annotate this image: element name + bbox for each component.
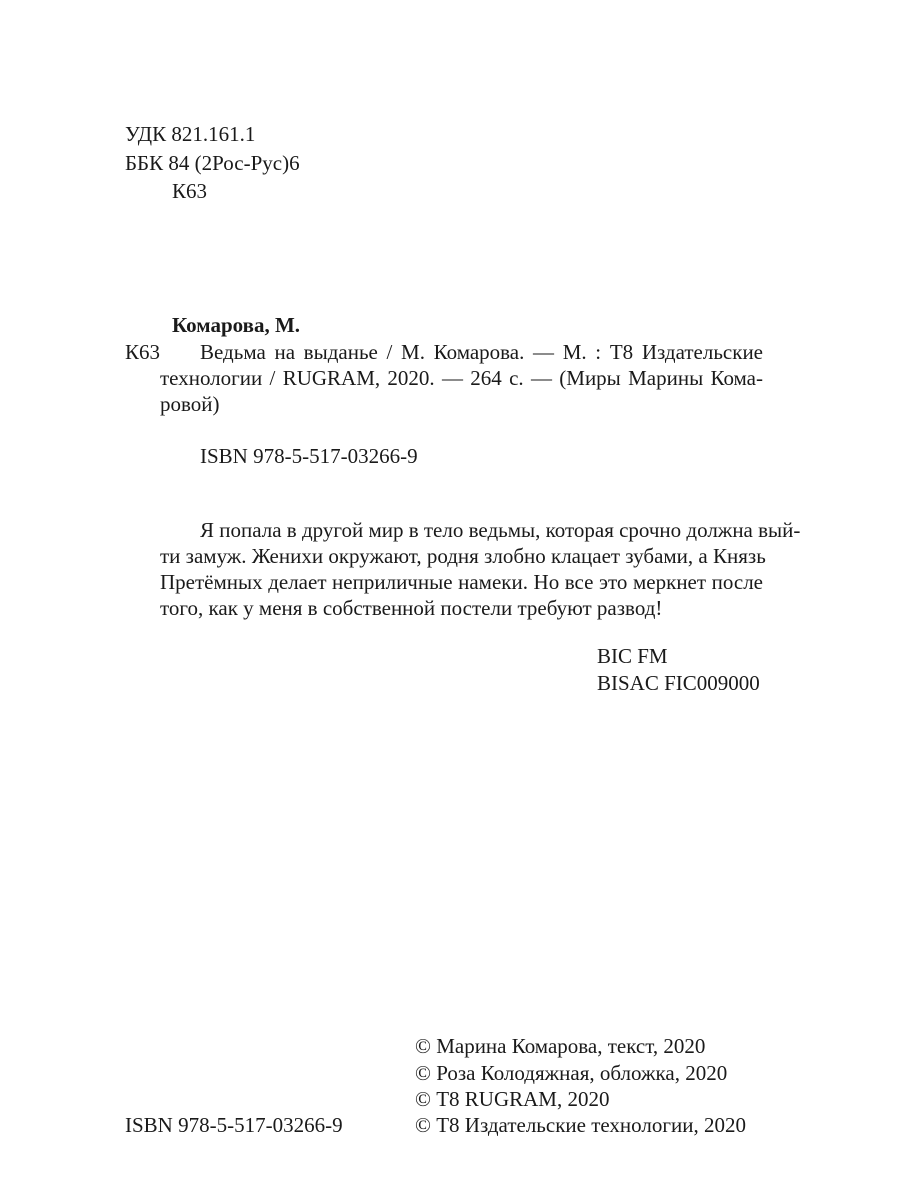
- bibliographic-mark: К63: [125, 340, 161, 364]
- annotation-line-1: Я попала в другой мир в тело ведьмы, которая срочно должна вый-: [200, 518, 801, 542]
- author-mark: К63: [172, 179, 208, 203]
- author-heading: Комарова, М.: [172, 313, 301, 337]
- bbk-code: ББК 84 (2Рос-Рус)6: [125, 151, 300, 175]
- isbn-record: ISBN 978-5-517-03266-9: [200, 444, 418, 468]
- bic-code: BIC FM: [597, 644, 668, 668]
- annotation-line-4: того, как у меня в собственной постели требуют развод!: [160, 596, 663, 620]
- copyright-rugram: © Т8 RUGRAM, 2020: [415, 1087, 610, 1111]
- description-line-2: технологии / RUGRAM, 2020. — 264 с. — (Миры Марины Кома-: [160, 366, 763, 390]
- udk-code: УДК 821.161.1: [125, 122, 256, 146]
- bisac-code: BISAC FIC009000: [597, 671, 760, 695]
- annotation-line-3: Претёмных делает неприличные намеки. Но все это меркнет после: [160, 570, 763, 594]
- description-line-1: Ведьма на выданье / М. Комарова. — М. : Т8 Издательские: [200, 340, 763, 364]
- isbn-footer: ISBN 978-5-517-03266-9: [125, 1113, 343, 1137]
- description-line-3: ровой): [160, 392, 220, 416]
- copyright-publisher: © Т8 Издательские технологии, 2020: [415, 1113, 746, 1137]
- copyright-cover: © Роза Колодяжная, обложка, 2020: [415, 1061, 728, 1085]
- annotation-line-2: ти замуж. Женихи окружают, родня злобно клацает зубами, а Князь: [160, 544, 766, 568]
- copyright-text: © Марина Комарова, текст, 2020: [415, 1034, 706, 1058]
